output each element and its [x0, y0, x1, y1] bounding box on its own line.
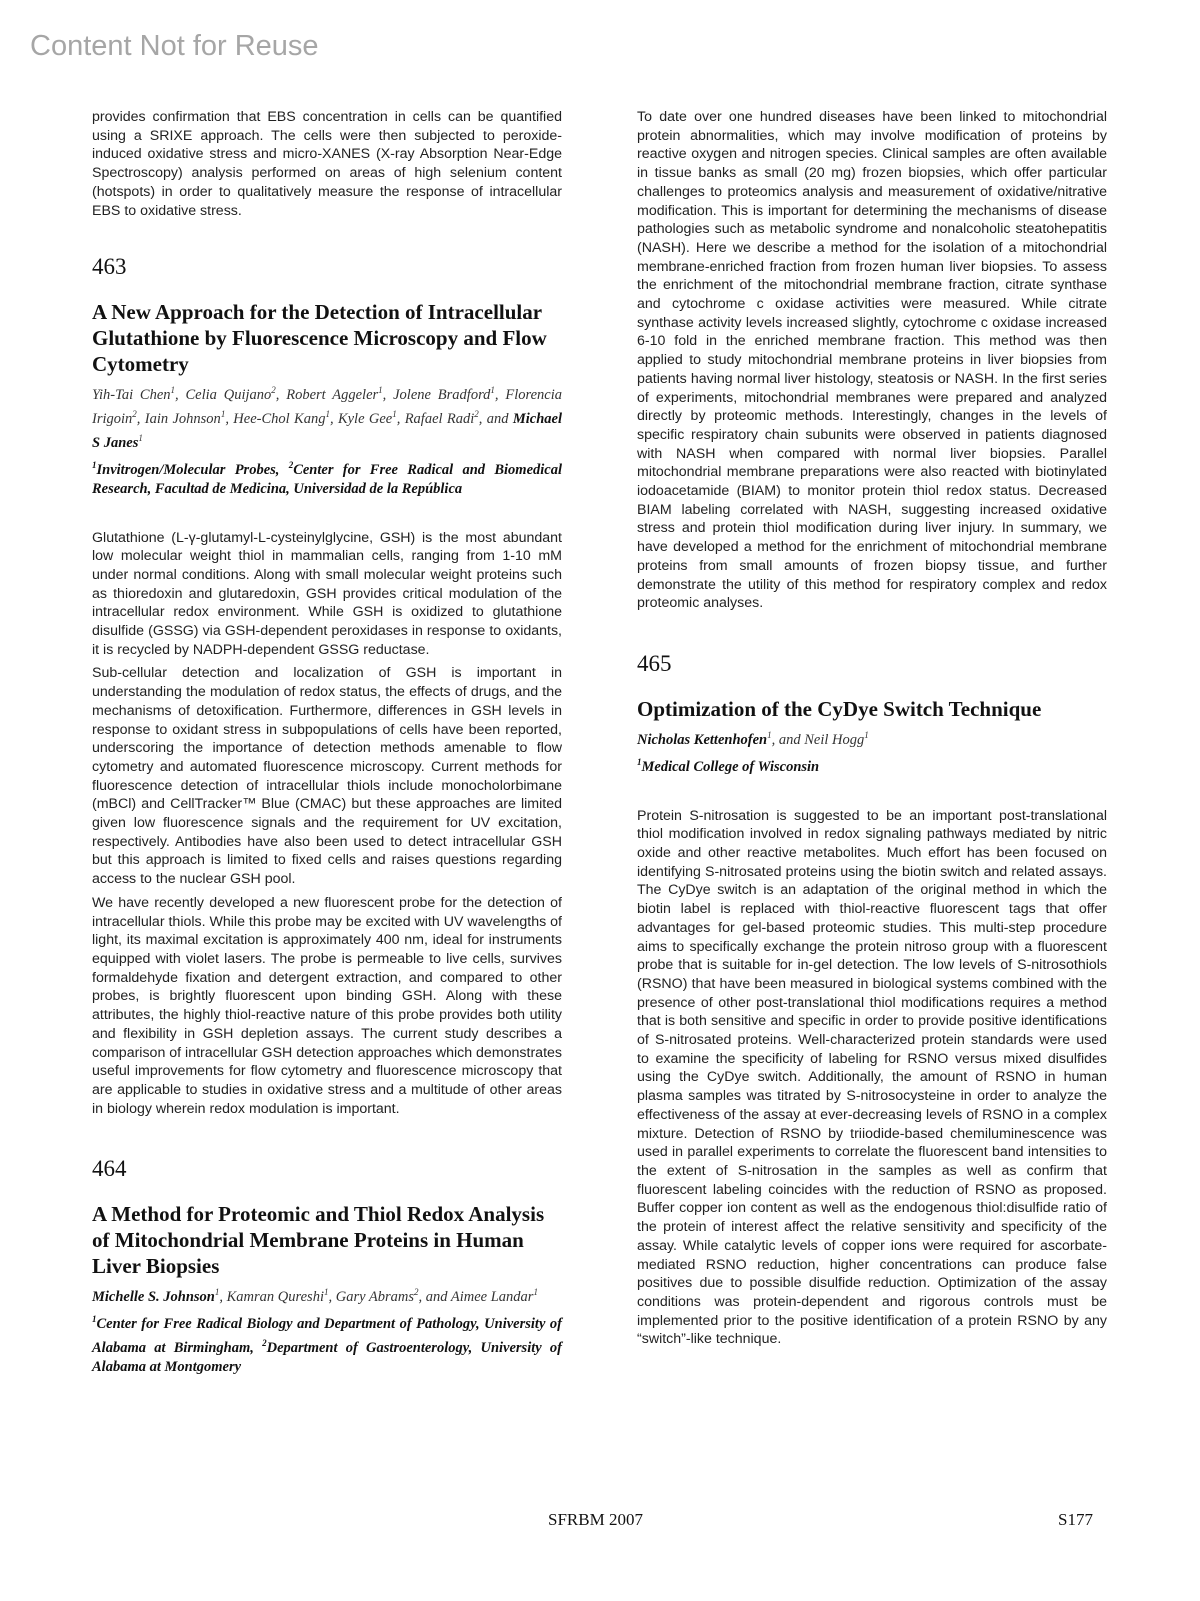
affiliation-text: Invitrogen/Molecular Probes,: [96, 461, 289, 478]
footer-journal: SFRBM 2007: [548, 1510, 643, 1529]
author-separator: ,: [329, 410, 338, 427]
affiliation-mark: 2: [288, 459, 294, 470]
abstract-title: Optimization of the CyDye Switch Technique: [637, 696, 1042, 721]
abstract-463: [92, 254, 562, 1118]
author-affiliation-mark: 2: [132, 409, 137, 420]
author-name: Jolene Bradford: [393, 387, 491, 404]
right-column: [637, 108, 1107, 1354]
author-name: Michael S Janes: [92, 410, 563, 451]
author-separator: ,: [136, 410, 145, 427]
author-affiliation-mark: 1: [490, 385, 495, 396]
author-separator: , and: [478, 410, 513, 427]
abstract-464: [92, 1156, 562, 1376]
author-name: Michelle S. Johnson: [92, 1289, 215, 1306]
author-affiliation-mark: 1: [864, 729, 869, 740]
author-affiliation-mark: 1: [323, 1287, 329, 1298]
author-name: Rafael Radi: [404, 410, 475, 427]
author-separator: ,: [175, 387, 186, 404]
author-affiliation-mark: 2: [271, 385, 276, 396]
affiliation-mark: 1: [92, 459, 97, 470]
author-separator: ,: [382, 387, 394, 404]
author-name: Robert Aggeler: [286, 387, 379, 404]
author-affiliation-mark: 1: [392, 409, 397, 420]
affiliation-mark: 1: [637, 756, 642, 767]
left-column: [92, 108, 562, 1377]
author-affiliation-mark: 1: [325, 409, 330, 420]
author-name: Nicholas Kettenhofen: [637, 731, 768, 748]
abstract-number: 463: [92, 254, 127, 280]
abstract-464-body: To date over one hundred diseases have been linked to mitochondrial protein abnormalities, which may involve modification of proteins by reactive oxygen and nitrogen species. Clinical samples are often available in tissue banks as small (20 mg) frozen biopsies, which offer particular challenges to proteomics analysis and measurement of oxidative/nitrative modification. This is important for determining the mechanisms of disease pathologies such as metabolic syndrome and nonalcoholic steatohepatitis (NASH). Here we describe a method for the isolation of a mitochondrial membrane-enriched fraction from frozen human liver biopsies. To assess the enrichment of the mitochondrial membrane fraction, citrate synthase and cytochrome c oxidase activities were measured. While citrate synthase activity levels increased slightly, cytochrome c oxidase increased 6-10 fold in the enriched membrane fraction. This method was then applied to study mitochondrial membrane proteins in liver biopsies from patients having normal liver histology, steatosis or NASH. In the first series of experiments, mitochondrial membranes were prepared and analyzed directly by proteomic methods. Interestingly, changes in the levels of specific respiratory chain subunits were observed in patients diagnosed with NASH when compared with normal liver biopsies. Parallel mitochondrial membrane preparations were also reacted with biotinylated iodoacetamide (BIAM) to monitor protein thiol redox status. Decreased BIAM labeling correlated with NASH, suggesting increased oxidative stress and protein thiol modification during liver injury. In summary, we have developed a method for the enrichment of mitochondrial membrane proteins from small amounts of frozen biopsy tissue, and further demonstrate the utility of this method for respiratory complex and redox proteomic analyses.: [637, 109, 1107, 612]
author-list: [637, 726, 1107, 750]
author-affiliation-mark: 1: [220, 409, 226, 420]
author-name: Hee-Chol Kang: [233, 410, 326, 427]
affiliation-text: Medical College of Wisconsin: [641, 758, 820, 775]
author-separator: ,: [225, 410, 234, 427]
affiliations: [92, 1310, 562, 1377]
affiliation-text: Department of Gastroenterology, University of Alabama at Montgomery: [92, 1339, 562, 1375]
author-separator: ,: [275, 387, 287, 404]
author-list: [92, 1283, 562, 1307]
abstract-title: A New Approach for the Detection of Intracellular Glutathione by Fluorescence Microscopy and Flow Cytometry: [92, 300, 547, 377]
author-affiliation-mark: 1: [767, 729, 772, 740]
author-name: Florencia Irigoin: [92, 387, 563, 427]
affiliation-mark: 2: [262, 1337, 267, 1348]
author-affiliation-mark: 2: [414, 1287, 419, 1298]
abstract-title: A Method for Proteomic and Thiol Redox Analysis of Mitochondrial Membrane Proteins in Human Liver Biopsies: [92, 1202, 545, 1279]
author-affiliation-mark: 1: [214, 1287, 220, 1298]
author-name: Kyle Gee: [337, 410, 393, 427]
author-name: Aimee Landar: [450, 1289, 534, 1306]
abstract-465-body: Protein S-nitrosation is suggested to be an important post-translational thiol modification involved in redox signaling pathways mediated by nitric oxide and other reactive metabolites. Much effort has been focused on identifying S-nitrosated proteins using the biotin switch and related assays. The CyDye switch is an adaptation of the original method in which the biotin label is replaced with thiol-reactive fluorescent tags that offer advantages for gel-based proteomic studies. This multi-step procedure aims to specifically exchange the protein nitroso group with a fluorescent probe that is suitable for in-gel detection. The low levels of S-nitrosothiols (RSNO) that have been measured in biological systems combined with the presence of other post-translational thiol modifications requires a method that is both sensitive and specific in order to provide positive identifications of S-nitrosated proteins. Well-characterized protein standards were used to examine the specificity of labeling for RSNO versus mixed disulfides using the CyDye switch. Additionally, the amount of RSNO in human plasma samples was titrated by S-nitrosocysteine in order to analyze the effectiveness of the assay at ever-decreasing levels of RSNO in a complex mixture. Detection of RSNO by triiodide-based chemiluminescence was used in parallel experiments to correlate the fluorescent band intensities to the extent of S-nitrosation in the samples as well as confirm that fluorescent labeling coincides with the reduction of RSNO as proposed. Buffer copper ion content as well as the endogenous thiol:disulfide ratio of the protein of interest affect the relative sensitivity and specificity of the assay. While catalytic levels of copper ions were required for ascorbate-mediated RSNO reduction, higher concentrations can produce false positives due to possible disulfide reduction. Optimization of the assay conditions was protein-dependent and rigorous controls must be implemented prior to the positive identification of a protein RSNO by any “switch”-like technique.: [637, 807, 1107, 1348]
author-separator: , and: [418, 1289, 451, 1306]
abstract-paragraph: Glutathione (L-γ-glutamyl-L-cysteinylglycine, GSH) is the most abundant low molecular weight thiol in mammalian cells, ranging from 1-10 mM under normal conditions. Along with small molecular weight proteins such as thioredoxin and glutaredoxin, GSH provides critical modulation of the intracellular redox environment. While GSH is oxidized to glutathione disulfide (GSSG) via GSH-dependent peroxidases in response to oxidants, it is recycled by NADPH-dependent GSSG reductase.: [92, 529, 562, 658]
footer-page-number: S177: [1058, 1510, 1093, 1529]
abstract-paragraph: We have recently developed a new fluorescent probe for the detection of intracellular thiols. While this probe may be excited with UV wavelengths of light, its maximal excitation is approximately 400 nm, ideal for instruments equipped with violet lasers. The probe is permeable to live cells, survives formaldehyde fixation and detergent extraction, and compared to other probes, is brightly fluorescent upon binding GSH. Along with these attributes, the highly thiol-reactive nature of this probe provides both utility and flexibility in GSH depletion assays. The current study describes a comparison of intracellular GSH detection approaches which demonstrates useful improvements for flow cytometry and fluorescence microscopy that are applicable to studies in oxidative stress and a multitude of other areas in biology wherein redox modulation is important.: [92, 894, 563, 1117]
affiliation-text: Center for Free Radical Biology and Department of Pathology, University of Alabama at Birmingham,: [92, 1315, 562, 1356]
affiliations: [92, 456, 562, 499]
affiliations: [637, 753, 1107, 777]
author-name: Neil Hogg: [804, 731, 865, 748]
author-separator: , and: [771, 731, 805, 748]
author-separator: ,: [219, 1289, 227, 1306]
abstract-number: 465: [637, 650, 672, 676]
author-affiliation-mark: 2: [474, 409, 479, 420]
author-name: Celia Quijano: [185, 387, 272, 404]
watermark: Content Not for Reuse: [30, 30, 319, 62]
author-affiliation-mark: 1: [138, 432, 143, 443]
author-affiliation-mark: 1: [378, 385, 383, 396]
author-separator: ,: [494, 387, 506, 404]
affiliation-text: Center for Free Radical and Biomedical Research, Facultad de Medicina, Universidad de la República: [92, 461, 562, 497]
author-separator: ,: [396, 410, 405, 427]
abstract-465: [637, 651, 1107, 1349]
author-name: Gary Abrams: [335, 1289, 415, 1306]
author-list: [92, 381, 562, 452]
author-affiliation-mark: 1: [533, 1287, 538, 1298]
author-separator: ,: [328, 1289, 336, 1306]
author-name: Kamran Qureshi: [226, 1289, 324, 1306]
author-name: Iain Johnson: [144, 410, 221, 427]
abstract-number: 464: [92, 1156, 127, 1182]
author-name: Yih-Tai Chen: [92, 387, 171, 404]
affiliation-mark: 1: [92, 1314, 97, 1325]
intro-paragraph: provides confirmation that EBS concentration in cells can be quantified using a SRIXE approach. The cells were then subjected to peroxide-induced oxidative stress and micro-XANES (X-ray Absorption Near-Edge Spectroscopy) analysis performed on areas of high selenium content (hotspots) in order to qualitatively measure the response of intracellular EBS to oxidative stress.: [92, 109, 562, 219]
abstract-paragraph: Sub-cellular detection and localization of GSH is important in understanding the modulation of redox status, the effects of drugs, and the mechanisms of detoxification. Furthermore, differences in GSH levels in response to oxidant stress in subpopulations of cells have been reported, underscoring the importance of detection methods amenable to flow cytometry and automated fluorescence microscopy. Current methods for fluorescence detection of intracellular thiols include monocholorbimane (mBCl) and CellTracker™ Blue (CMAC) but these approaches are limited given low fluorescence signals and the requirement for UV excitation, respectively. Antibodies have also been used to detect intracellular GSH but this approach is limited to fixed cells and raises questions regarding access to the nuclear GSH pool.: [92, 665, 562, 888]
author-affiliation-mark: 1: [170, 385, 176, 396]
